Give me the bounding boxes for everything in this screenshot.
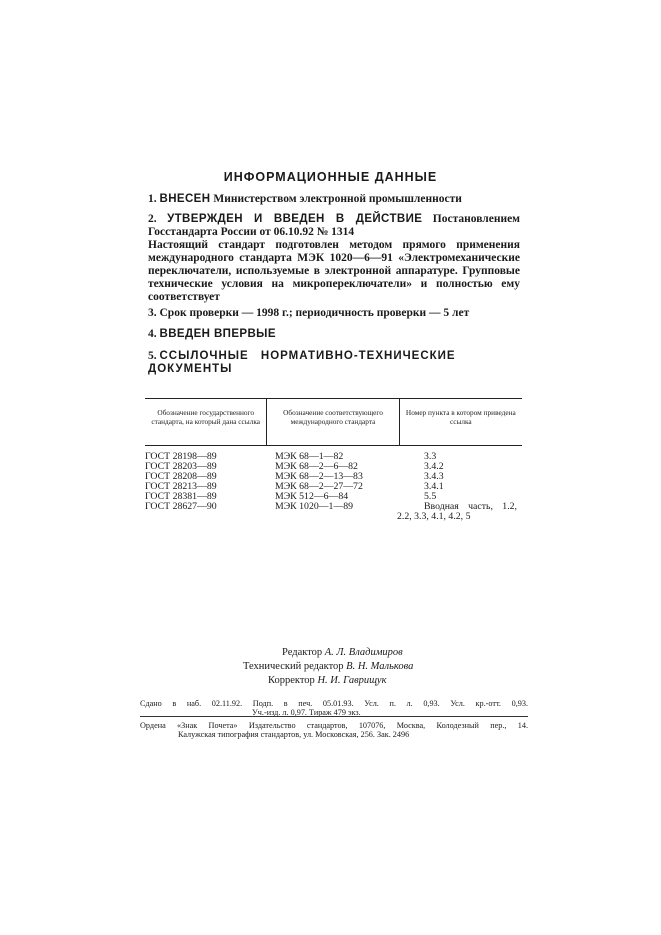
credit-label: Корректор [268,675,315,686]
table-cell: ГОСТ 28198—89 [145,451,217,462]
column-iec [275,452,397,522]
info-item-2 [148,213,520,304]
credit-tech-editor [0,660,661,674]
item-keyword: ССЫЛОЧНЫЕ НОРМАТИВНО-ТЕХНИЧЕСКИЕ ДОКУМЕНТЫ [148,350,456,375]
info-item-3 [148,307,520,320]
table-cell: 3.4.2 [424,461,444,472]
credit-editor [0,646,661,660]
table-cell: Вводная часть, 1.2, 2.2, 3.3, 4.1, 4.2, 5 [397,501,517,522]
table-cell: МЭК 68—2—13—83 [275,471,363,482]
credit-label: Технический редактор [243,661,344,672]
table-cell: ГОСТ 28381—89 [145,491,217,502]
item-number: 3. [148,307,157,319]
page-title: ИНФОРМАЦИОННЫЕ ДАННЫЕ [223,170,438,184]
item-number: 2. [148,213,157,225]
imprint-line-4: Калужская типография стандартов, ул. Московская, 256. Зак. 2496 [178,730,410,739]
table-cell: 3.4.3 [424,471,444,482]
item-text: Постановлением Госстандарта России от 06.10.92 № 1314 [148,213,521,238]
item-number: 1. [148,193,157,205]
table-cell: 5.5 [424,491,437,502]
credit-name: Н. И. Гаврищук [317,675,387,686]
table-cell: 3.4.1 [424,481,444,492]
item-text: Министерством электронной промышленности [210,193,462,205]
credit-corrector [0,674,661,688]
item-number: 4. [148,328,157,340]
credit-name: А. Л. Владимиров [324,647,403,658]
item-keyword: УТВЕРЖДЕН И ВВЕДЕН В ДЕЙСТВИЕ [167,213,423,225]
column-clause [397,452,522,522]
item-number: 5. [148,350,157,362]
table-cell: МЭК 68—1—82 [275,451,344,462]
item-keyword: ВНЕСЕН [159,193,211,205]
table-cell: МЭК 68—2—27—72 [275,481,363,492]
table-cell: ГОСТ 28213—89 [145,481,217,492]
table-cell: МЭК 512—6—84 [275,491,349,502]
table-cell: 3.3 [424,451,437,462]
header-clause: Номер пункта в котором приведена ссылка [399,399,522,445]
table-cell: МЭК 1020—1—89 [275,501,354,512]
header-iec: Обозначение соответствующего международного стандарта [266,399,398,445]
item-extra-text: Настоящий стандарт подготовлен методом прямого применения международного стандарта МЭК 1020—6—91 «Электромеханические переключатели, используемые в электронной аппаратуре. Групповые технические условия на микропереключатели» и полностью ему соответствует [148,239,520,303]
table-cell: МЭК 68—2—6—82 [275,461,358,472]
imprint-divider [140,716,528,717]
imprint-line-1: Сдано в наб. 02.11.92. Подп. в печ. 05.01.93. Усл. п. л. 0,93. Усл. кр.-отт. 0,93. [140,699,528,708]
table-body [145,446,522,522]
table-cell: ГОСТ 28203—89 [145,461,217,472]
credit-name: В. Н. Малькова [346,661,414,672]
table-cell: ГОСТ 28208—89 [145,471,217,482]
imprint-line-2: Уч.-изд. л. 0,97. Тираж 479 экз. [252,708,361,717]
reference-table [145,398,522,522]
info-item-5 [148,350,516,376]
column-gost [145,452,275,522]
table-cell: ГОСТ 28627—90 [145,501,217,512]
info-item-4 [148,328,520,341]
item-text: Срок проверки — 1998 г.; периодичность проверки — 5 лет [159,307,470,319]
item-keyword: ВВЕДЕН ВПЕРВЫЕ [159,328,276,340]
credits [0,646,661,688]
credit-label: Редактор [282,647,323,658]
info-item-1 [148,193,520,206]
header-gost: Обозначение государственного стандарта, на который дана ссылка [151,408,261,426]
imprint-line-3: Ордена «Знак Почета» Издательство стандартов, 107076, Москва, Колодезный пер., 14. [140,721,528,730]
table-header [145,399,522,446]
